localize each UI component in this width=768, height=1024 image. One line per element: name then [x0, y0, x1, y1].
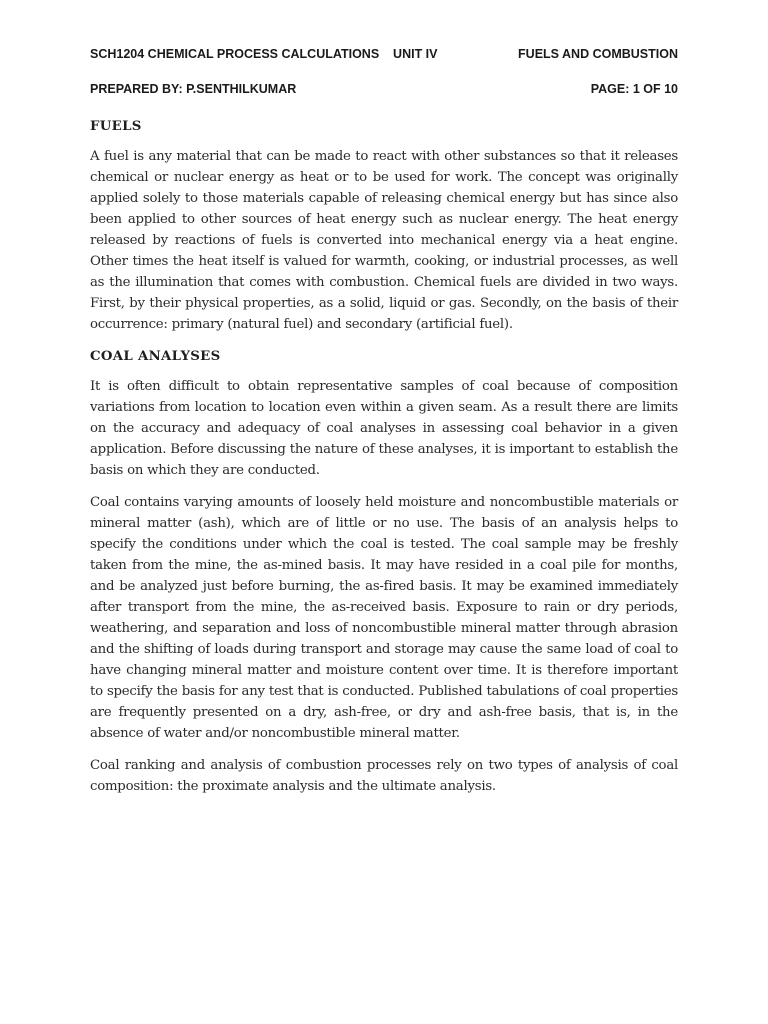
paragraph: A fuel is any material that can be made to react with other substances so that it releases chemical or nuclear energy as heat or to be used for work. The concept was originally applied solely to those materials capable of releasing chemical energy but has since also been applied to other sources of heat energy such as nuclear energy. The heat energy released by reactions of fuels is converted into mechanical energy via a heat engine. Other times the heat itself is valued for warmth, cooking, or industrial processes, as well as the illumination that comes with combustion. Chemical fuels are divided in two ways. First, by their physical properties, as a solid, liquid or gas. Secondly, on the basis of their occurrence: primary (natural fuel) and secondary (artificial fuel). — [90, 149, 678, 332]
page-number: PAGE: 1 OF 10 — [590, 82, 678, 96]
paragraph: Coal ranking and analysis of combustion processes rely on two types of analysis of coal composition: the proximate analysis and the ultimate analysis. — [90, 758, 678, 794]
prepared-by: PREPARED BY: P.SENTHILKUMAR — [90, 82, 297, 96]
section-heading-coal-analyses: COAL ANALYSES — [90, 349, 221, 364]
course-title: SCH1204 CHEMICAL PROCESS CALCULATIONS UNIT IV — [90, 47, 438, 61]
document-body — [90, 116, 678, 808]
paragraph: Coal contains varying amounts of loosely held moisture and noncombustible materials or mineral matter (ash), which are of little or no use. The basis of an analysis helps to specify the conditions under which the coal is tested. The coal sample may be freshly taken from the mine, the as-mined basis. It may have resided in a coal pile for months, and be analyzed just before burning, the as-fired basis. It may be examined immediately after transport from the mine, the as-received basis. Exposure to rain or dry periods, weathering, and separation and loss of noncombustible mineral matter through abrasion and the shifting of loads during transport and storage may cause the same load of coal to have changing mineral matter and moisture content over time. It is therefore important to specify the basis for any test that is conducted. Published tabulations of coal properties are frequently presented on a dry, ash-free, or dry and ash-free basis, that is, in the absence of water and/or noncombustible mineral matter. — [90, 495, 678, 741]
topic-title: FUELS AND COMBUSTION — [518, 47, 678, 61]
author-line — [90, 82, 678, 96]
section-heading-fuels: FUELS — [90, 119, 142, 134]
paragraph: It is often difficult to obtain representative samples of coal because of composition variations from location to location even within a given seam. As a result there are limits on the accuracy and adequacy of coal analyses in assessing coal behavior in a given application. Before discussing the nature of these analyses, it is important to establish the basis on which they are conducted. — [90, 379, 678, 478]
running-header — [90, 47, 678, 61]
